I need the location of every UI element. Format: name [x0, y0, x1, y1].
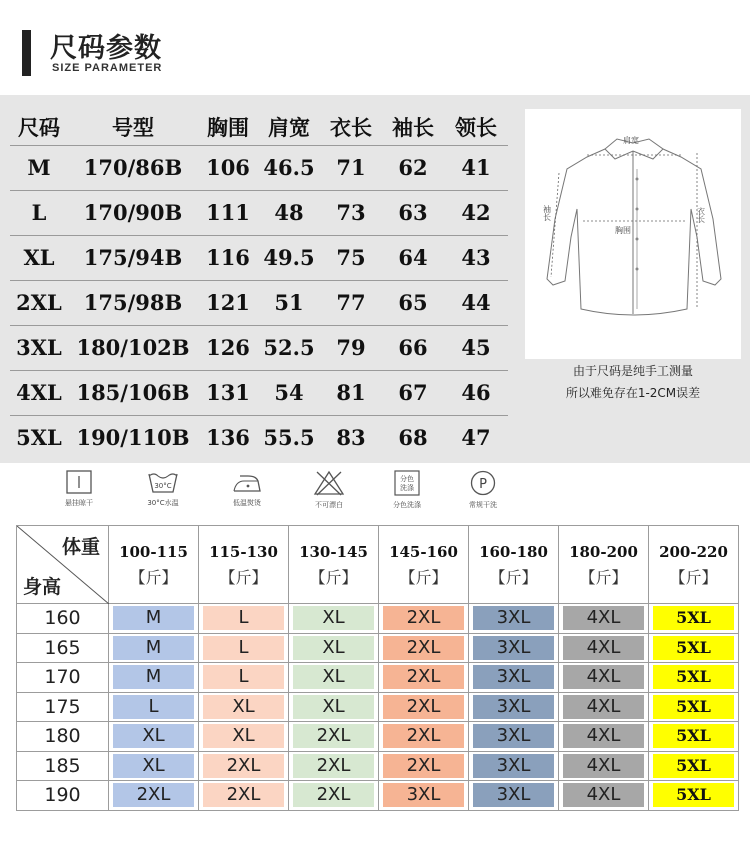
recommended-size-cell — [469, 781, 559, 811]
care-label: 常规干洗 — [469, 501, 497, 509]
recommended-size-cell — [469, 751, 559, 781]
header-accent-bar — [22, 30, 31, 76]
recommended-size-cell — [649, 722, 739, 752]
weight-range-header — [109, 526, 199, 604]
hang-dry-icon — [64, 469, 94, 495]
measure-cell: 51 — [258, 280, 320, 325]
recommended-size-cell — [379, 692, 469, 722]
measure-cell: 41 — [444, 145, 508, 190]
recommended-size: 5XL — [653, 636, 734, 660]
recommended-size-cell — [289, 692, 379, 722]
measure-cell: 43 — [444, 235, 508, 280]
recommended-size-cell — [649, 692, 739, 722]
recommended-size: 2XL — [293, 724, 374, 748]
weight-unit: 【斤】 — [489, 567, 538, 587]
table-row — [17, 692, 739, 722]
recommended-size: 3XL — [473, 636, 554, 660]
recommended-size-cell — [649, 604, 739, 634]
weight-unit: 【斤】 — [219, 567, 268, 587]
size-cell: L — [10, 190, 68, 235]
recommended-size: 3XL — [473, 606, 554, 630]
recommended-size: 3XL — [473, 695, 554, 719]
table-row — [10, 415, 508, 460]
measurement-note — [525, 360, 741, 404]
weight-unit: 【斤】 — [399, 567, 448, 587]
measure-cell: 175/98B — [68, 280, 198, 325]
height-axis-label: 身高 — [23, 576, 62, 598]
measure-cell: 49.5 — [258, 235, 320, 280]
care-item-no-bleach — [294, 463, 364, 510]
column-header: 尺码 — [18, 114, 60, 140]
care-label: 悬挂晾干 — [65, 499, 93, 507]
recommended-size: XL — [113, 754, 194, 778]
shirt-outline-icon — [525, 109, 741, 359]
measure-cell: 73 — [320, 190, 382, 235]
recommended-size: 3XL — [473, 783, 554, 807]
measure-cell: 121 — [198, 280, 258, 325]
measure-cell: 170/90B — [68, 190, 198, 235]
weight-range-header — [649, 526, 739, 604]
table-header-row — [10, 109, 508, 145]
recommended-size-cell — [289, 781, 379, 811]
measure-cell: 48 — [258, 190, 320, 235]
recommended-size: 5XL — [653, 783, 734, 807]
weight-range: 115-130 — [209, 542, 278, 561]
recommended-size: XL — [203, 695, 284, 719]
recommended-size-cell — [289, 633, 379, 663]
recommended-size-cell — [649, 663, 739, 693]
size-cell: M — [10, 145, 68, 190]
weight-range-header — [289, 526, 379, 604]
recommended-size-cell — [559, 692, 649, 722]
weight-range: 200-220 — [659, 542, 728, 561]
measure-cell: 106 — [198, 145, 258, 190]
recommended-size: 2XL — [383, 754, 464, 778]
recommended-size: 2XL — [383, 636, 464, 660]
section-header — [0, 0, 750, 95]
recommended-size-cell — [199, 663, 289, 693]
weight-range: 130-145 — [299, 542, 368, 561]
care-instructions — [0, 463, 750, 525]
recommended-size-cell — [199, 604, 289, 634]
recommended-size-cell — [199, 781, 289, 811]
recommended-size-cell — [289, 604, 379, 634]
recommended-size-cell — [199, 692, 289, 722]
page-subtitle: SIZE PARAMETER — [52, 62, 163, 74]
measure-cell: 55.5 — [258, 415, 320, 460]
table-row — [17, 633, 739, 663]
recommended-size-cell — [559, 781, 649, 811]
measure-cell: 175/94B — [68, 235, 198, 280]
recommended-size: 4XL — [563, 754, 644, 778]
size-cell: 4XL — [10, 370, 68, 415]
recommended-size: M — [113, 636, 194, 660]
recommended-size: 4XL — [563, 724, 644, 748]
recommended-size-cell — [379, 604, 469, 634]
recommended-size-cell — [469, 692, 559, 722]
care-item-hang-dry — [44, 463, 114, 508]
weight-range-header — [379, 526, 469, 604]
diagram-length-label: 衣长 — [696, 207, 706, 223]
recommended-size: 3XL — [473, 665, 554, 689]
column-header: 肩宽 — [268, 114, 310, 140]
recommended-size-cell — [379, 722, 469, 752]
measure-cell: 68 — [382, 415, 444, 460]
weight-range-header — [469, 526, 559, 604]
recommended-size-cell — [109, 751, 199, 781]
measure-cell: 111 — [198, 190, 258, 235]
table-row — [10, 280, 508, 325]
column-header: 袖长 — [392, 114, 434, 140]
recommended-size: 4XL — [563, 606, 644, 630]
table-row — [10, 235, 508, 280]
measure-cell: 131 — [198, 370, 258, 415]
table-row — [17, 722, 739, 752]
weight-range: 100-115 — [119, 542, 188, 561]
recommended-size: 2XL — [113, 783, 194, 807]
measure-cell: 46.5 — [258, 145, 320, 190]
no-bleach-icon — [312, 469, 346, 497]
height-cell: 185 — [17, 751, 109, 781]
measure-cell: 136 — [198, 415, 258, 460]
recommended-size: XL — [293, 636, 374, 660]
recommended-size-cell — [109, 604, 199, 634]
recommended-size-cell — [559, 663, 649, 693]
measure-cell: 46 — [444, 370, 508, 415]
recommended-size-cell — [199, 633, 289, 663]
recommended-size-cell — [109, 692, 199, 722]
recommend-header-row — [17, 526, 739, 604]
measure-cell: 75 — [320, 235, 382, 280]
recommended-size-cell — [469, 604, 559, 634]
measure-cell: 52.5 — [258, 325, 320, 370]
recommended-size-cell — [649, 751, 739, 781]
recommended-size-cell — [109, 663, 199, 693]
dry-clean-icon — [468, 469, 498, 497]
size-parameter-panel — [0, 95, 750, 463]
measure-cell: 180/102B — [68, 325, 198, 370]
low-iron-icon — [230, 469, 264, 495]
measure-cell: 83 — [320, 415, 382, 460]
recommended-size: L — [203, 606, 284, 630]
recommended-size-cell — [109, 781, 199, 811]
recommended-size: L — [203, 636, 284, 660]
measure-cell: 64 — [382, 235, 444, 280]
measure-cell: 170/86B — [68, 145, 198, 190]
recommended-size-cell — [379, 633, 469, 663]
measure-cell: 71 — [320, 145, 382, 190]
measure-cell: 126 — [198, 325, 258, 370]
recommended-size: 4XL — [563, 695, 644, 719]
weight-range-header — [559, 526, 649, 604]
recommended-size: 2XL — [383, 695, 464, 719]
recommended-size-cell — [559, 722, 649, 752]
measure-cell: 116 — [198, 235, 258, 280]
measure-cell: 62 — [382, 145, 444, 190]
column-header: 胸围 — [207, 114, 249, 140]
wash-30-icon — [146, 469, 180, 495]
measure-cell: 190/110B — [68, 415, 198, 460]
recommended-size-cell — [649, 781, 739, 811]
height-cell: 160 — [17, 604, 109, 634]
recommended-size: 2XL — [383, 665, 464, 689]
height-cell: 170 — [17, 663, 109, 693]
weight-unit: 【斤】 — [129, 567, 178, 587]
weight-unit: 【斤】 — [669, 567, 718, 587]
diagram-chest-label: 胸围 — [615, 226, 631, 235]
measure-cell: 79 — [320, 325, 382, 370]
measure-cell: 47 — [444, 415, 508, 460]
measure-cell: 44 — [444, 280, 508, 325]
care-label: 分色洗涤 — [393, 501, 421, 509]
table-row — [10, 370, 508, 415]
recommended-size: 4XL — [563, 783, 644, 807]
table-row — [17, 781, 739, 811]
size-cell: 3XL — [10, 325, 68, 370]
table-row — [10, 145, 508, 190]
diagram-sleeve-label: 袖长 — [542, 205, 552, 221]
recommended-size-cell — [469, 663, 559, 693]
size-cell: 5XL — [10, 415, 68, 460]
column-header: 号型 — [112, 114, 154, 140]
separate-text-1: 分色 — [400, 475, 414, 483]
recommended-size: XL — [293, 695, 374, 719]
page-title: 尺码参数 — [50, 33, 162, 64]
recommended-size-cell — [559, 751, 649, 781]
measure-cell: 63 — [382, 190, 444, 235]
care-item-separate-wash — [372, 463, 442, 510]
weight-range: 180-200 — [569, 542, 638, 561]
column-header: 领长 — [455, 114, 497, 140]
recommended-size: 2XL — [203, 783, 284, 807]
measure-cell: 67 — [382, 370, 444, 415]
weight-axis-label: 体重 — [61, 536, 100, 558]
recommended-size: 5XL — [653, 606, 734, 630]
recommended-size: XL — [113, 724, 194, 748]
recommended-size: 3XL — [473, 724, 554, 748]
recommended-size-cell — [289, 663, 379, 693]
recommended-size-cell — [109, 722, 199, 752]
size-parameter-table — [10, 109, 508, 460]
note-line-1: 由于尺码是纯手工测量 — [572, 364, 693, 378]
care-item-dry-clean — [448, 463, 518, 510]
measure-cell: 77 — [320, 280, 382, 325]
measure-cell: 81 — [320, 370, 382, 415]
care-label: 低温熨烫 — [233, 499, 261, 507]
diagram-shoulder-label: 肩宽 — [623, 136, 639, 145]
recommended-size: 5XL — [653, 695, 734, 719]
table-row — [17, 751, 739, 781]
height-cell: 180 — [17, 722, 109, 752]
recommended-size-cell — [649, 633, 739, 663]
recommended-size-cell — [109, 633, 199, 663]
recommended-size: 2XL — [293, 754, 374, 778]
care-item-wash-30 — [128, 463, 198, 508]
recommended-size: L — [203, 665, 284, 689]
recommended-size-cell — [379, 663, 469, 693]
recommended-size: 4XL — [563, 665, 644, 689]
recommended-size: XL — [203, 724, 284, 748]
care-label: 不可漂白 — [315, 501, 343, 509]
weight-range: 160-180 — [479, 542, 548, 561]
recommended-size: 2XL — [383, 724, 464, 748]
care-label: 30°C水温 — [147, 499, 179, 507]
table-row — [10, 190, 508, 235]
recommended-size: 5XL — [653, 754, 734, 778]
dry-clean-letter: P — [479, 477, 487, 492]
measure-cell: 65 — [382, 280, 444, 325]
recommended-size-cell — [289, 751, 379, 781]
measure-cell: 42 — [444, 190, 508, 235]
table-row — [17, 604, 739, 634]
recommended-size-cell — [469, 722, 559, 752]
size-cell: 2XL — [10, 280, 68, 325]
recommended-size: 2XL — [383, 606, 464, 630]
recommended-size: 3XL — [473, 754, 554, 778]
column-header: 衣长 — [330, 114, 372, 140]
measure-cell: 54 — [258, 370, 320, 415]
recommended-size: XL — [293, 665, 374, 689]
recommended-size: 5XL — [653, 724, 734, 748]
weight-unit: 【斤】 — [309, 567, 358, 587]
recommended-size-cell — [559, 633, 649, 663]
recommended-size: M — [113, 606, 194, 630]
separate-wash-icon — [392, 469, 422, 497]
recommended-size-cell — [469, 633, 559, 663]
wash-temp-text: 30°C — [154, 482, 172, 490]
height-cell: 175 — [17, 692, 109, 722]
care-item-low-iron — [212, 463, 282, 508]
recommended-size: 4XL — [563, 636, 644, 660]
note-line-2: 所以难免存在1-2CM误差 — [565, 386, 701, 400]
measure-cell: 45 — [444, 325, 508, 370]
measure-cell: 185/106B — [68, 370, 198, 415]
height-cell: 165 — [17, 633, 109, 663]
table-row — [10, 325, 508, 370]
recommended-size-cell — [559, 604, 649, 634]
recommended-size-cell — [199, 722, 289, 752]
recommended-size-cell — [379, 781, 469, 811]
size-cell: XL — [10, 235, 68, 280]
weight-range-header — [199, 526, 289, 604]
shirt-measurement-diagram — [525, 109, 741, 359]
recommended-size: 3XL — [383, 783, 464, 807]
recommended-size: M — [113, 665, 194, 689]
weight-unit: 【斤】 — [579, 567, 628, 587]
recommended-size: 2XL — [293, 783, 374, 807]
table-corner-cell — [17, 526, 109, 604]
height-cell: 190 — [17, 781, 109, 811]
size-recommendation-table — [16, 525, 739, 811]
measure-cell: 66 — [382, 325, 444, 370]
separate-text-2: 洗涤 — [400, 484, 414, 492]
recommended-size-cell — [289, 722, 379, 752]
recommended-size: 2XL — [203, 754, 284, 778]
recommended-size-cell — [379, 751, 469, 781]
recommended-size: XL — [293, 606, 374, 630]
weight-range: 145-160 — [389, 542, 458, 561]
table-row — [17, 663, 739, 693]
recommended-size: 5XL — [653, 665, 734, 689]
recommended-size: L — [113, 695, 194, 719]
recommended-size-cell — [199, 751, 289, 781]
